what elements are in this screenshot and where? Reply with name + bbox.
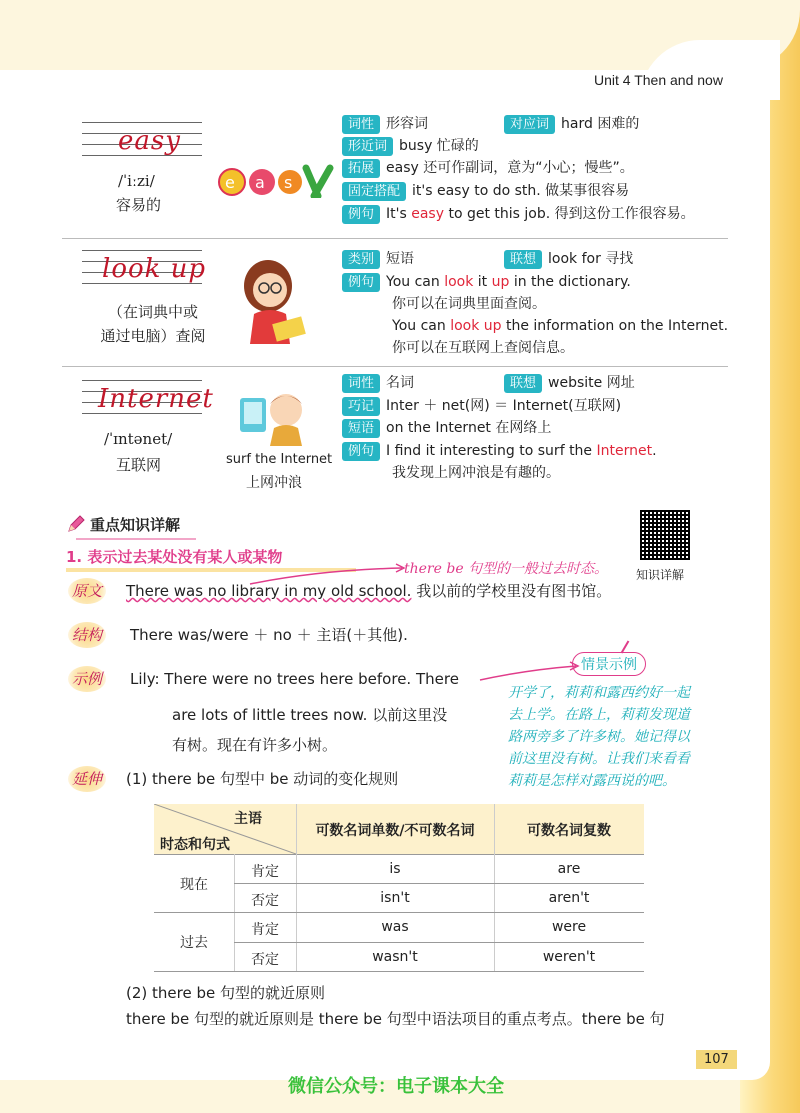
word-meaning: 互联网 bbox=[116, 456, 162, 474]
point-title: 1. 表示过去某处没有某人或某物 bbox=[66, 548, 283, 566]
row-label-past: 过去 bbox=[180, 935, 208, 951]
table-cell: is bbox=[389, 861, 401, 877]
highlight-word: easy bbox=[411, 206, 445, 222]
info-line bbox=[342, 373, 414, 393]
divider bbox=[62, 238, 728, 239]
section-title: 重点知识详解 bbox=[90, 516, 181, 534]
info-text: easy 还可作副词，意为“小心；慢些”。 bbox=[386, 160, 634, 176]
info-text: busy 忙碌的 bbox=[399, 138, 479, 154]
picture-caption: 上网冲浪 bbox=[246, 475, 302, 491]
table-line bbox=[154, 854, 644, 855]
tag: 拓展 bbox=[342, 159, 380, 178]
tag: 词性 bbox=[342, 115, 380, 134]
info-line bbox=[342, 181, 629, 201]
svg-text:e: e bbox=[225, 173, 235, 192]
svg-text:a: a bbox=[255, 173, 265, 192]
highlight-word: look up bbox=[450, 318, 502, 334]
tag: 短语 bbox=[342, 419, 380, 438]
header-tense: 时态和句式 bbox=[160, 837, 230, 853]
scene-title: 情景示例 bbox=[581, 657, 637, 673]
svg-text:s: s bbox=[284, 173, 293, 192]
info-text: . bbox=[652, 443, 657, 459]
info-line bbox=[342, 272, 631, 292]
row-neg: 否定 bbox=[251, 952, 279, 968]
tag: 固定搭配 bbox=[342, 182, 406, 201]
info-line bbox=[342, 158, 634, 178]
section-underline bbox=[76, 538, 196, 540]
boy-computer-illustration bbox=[236, 388, 312, 448]
highlight-word: look bbox=[444, 274, 474, 290]
scene-note bbox=[508, 682, 690, 792]
table-cell: were bbox=[551, 919, 587, 935]
info-text: It's bbox=[386, 206, 412, 222]
pencil-icon bbox=[66, 514, 86, 534]
label-jiegou: 结构 bbox=[68, 622, 106, 648]
watermark: 微信公众号：电子课本大全 bbox=[288, 1076, 504, 1097]
row-pos: 肯定 bbox=[251, 864, 279, 880]
info-text: look for 寻找 bbox=[548, 251, 634, 267]
example-line: 有树。现在有许多小树。 bbox=[172, 736, 338, 754]
table-cell: are bbox=[557, 861, 581, 877]
info-line bbox=[342, 114, 428, 134]
word-title: easy bbox=[118, 126, 181, 156]
info-line bbox=[392, 316, 728, 336]
info-text: hard 困难的 bbox=[561, 116, 640, 132]
row-neg: 否定 bbox=[251, 893, 279, 909]
word-meaning: （在词典中或 通过电脑）查阅 bbox=[100, 303, 206, 345]
info-line: 我发现上网冲浪是有趣的。 bbox=[392, 465, 560, 481]
info-line bbox=[342, 249, 414, 269]
table-vline bbox=[296, 804, 297, 972]
info-line bbox=[342, 418, 551, 438]
word-title: look up bbox=[102, 254, 207, 284]
tag: 形近词 bbox=[342, 137, 393, 156]
chinese-translation: 我以前的学校里没有图书馆。 bbox=[411, 582, 612, 600]
info-text: You can bbox=[392, 318, 451, 334]
label-yuanwen: 原文 bbox=[68, 578, 106, 604]
table-cell: was bbox=[381, 919, 409, 935]
table-line bbox=[234, 883, 644, 884]
info-text: to get this job. 得到这份工作很容易。 bbox=[444, 206, 695, 222]
info-line bbox=[342, 136, 479, 156]
label-shili: 示例 bbox=[68, 666, 106, 692]
info-text: on the Internet 在网络上 bbox=[386, 420, 552, 436]
table-cell: isn't bbox=[380, 890, 410, 906]
info-text: 名词 bbox=[386, 375, 415, 391]
word-meaning: 容易的 bbox=[116, 196, 162, 214]
example-line: are lots of little trees now. 以前这里没 bbox=[172, 706, 448, 724]
info-text: it's easy to do sth. 做某事很容易 bbox=[412, 183, 630, 199]
info-text: 形容词 bbox=[386, 116, 429, 132]
table-cell: wasn't bbox=[372, 949, 418, 965]
english-sentence: There was no library in my old school. bbox=[126, 582, 412, 600]
highlight-word: Internet bbox=[596, 443, 653, 459]
info-text: 短语 bbox=[386, 251, 415, 267]
header-col1: 可数名词单数/不可数名词 bbox=[315, 823, 475, 839]
divider bbox=[62, 366, 728, 367]
annotation: there be 句型的一般过去时态。 bbox=[404, 561, 609, 577]
tag: 例句 bbox=[342, 205, 380, 224]
qr-label: 知识详解 bbox=[636, 568, 685, 582]
scene-line: 路两旁多了许多树。她记得以 bbox=[508, 729, 690, 745]
tag: 例句 bbox=[342, 273, 380, 292]
info-text: You can bbox=[386, 274, 445, 290]
row-pos: 肯定 bbox=[251, 922, 279, 938]
info-text: Inter ＋ net(网) ＝ Internet(互联网) bbox=[386, 398, 622, 414]
word-phonetic: /ˈɪntənet/ bbox=[104, 430, 173, 448]
structure-text: There was/were ＋ no ＋ 主语(＋其他). bbox=[130, 626, 408, 644]
qr-code-icon[interactable] bbox=[640, 510, 690, 560]
table-line bbox=[234, 942, 644, 943]
table-cell: aren't bbox=[548, 890, 590, 906]
item2-text: there be 句型的就近原则是 there be 句型中语法项目的重点考点。there be 句 bbox=[126, 1010, 665, 1028]
tag: 类别 bbox=[342, 250, 380, 269]
info-line: 你可以在互联网上查阅信息。 bbox=[392, 340, 574, 356]
scene-line: 去上学。在路上，莉莉发现道 bbox=[508, 707, 690, 723]
table-line bbox=[154, 971, 644, 972]
info-text: I find it interesting to surf the bbox=[386, 443, 597, 459]
item2-title: (2) there be 句型的就近原则 bbox=[126, 984, 325, 1002]
be-verb-table bbox=[154, 804, 644, 972]
info-line bbox=[342, 441, 657, 461]
unit-title: Unit 4 Then and now bbox=[594, 72, 723, 88]
word-title: Internet bbox=[98, 384, 214, 414]
easy-letters-illustration bbox=[218, 158, 336, 198]
original-sentence bbox=[126, 580, 611, 602]
info-line bbox=[342, 204, 695, 224]
row-label-present: 现在 bbox=[180, 877, 208, 893]
info-line bbox=[504, 373, 635, 393]
label-yanshen: 延伸 bbox=[68, 766, 106, 792]
info-line: 你可以在词典里面查阅。 bbox=[392, 296, 546, 312]
scene-line: 开学了，莉莉和露西约好一起 bbox=[508, 685, 690, 701]
info-text: website 网址 bbox=[548, 375, 635, 391]
extension-item: (1) there be 句型中 be 动词的变化规则 bbox=[126, 770, 399, 788]
header-subject: 主语 bbox=[234, 811, 262, 827]
tag: 联想 bbox=[504, 374, 542, 393]
info-line bbox=[342, 396, 621, 416]
word-phonetic: /ˈiːzi/ bbox=[118, 172, 155, 190]
info-line bbox=[504, 114, 639, 134]
tag: 例句 bbox=[342, 442, 380, 461]
tag: 联想 bbox=[504, 250, 542, 269]
table-vline bbox=[494, 804, 495, 972]
tag: 对应词 bbox=[504, 115, 555, 134]
info-line bbox=[504, 249, 633, 269]
scene-line: 莉莉是怎样对露西说的吧。 bbox=[508, 773, 676, 789]
page-number: 107 bbox=[696, 1050, 737, 1069]
highlight-word: up bbox=[491, 274, 510, 290]
header-col2: 可数名词复数 bbox=[527, 823, 611, 839]
table-line bbox=[154, 912, 644, 913]
info-text: in the dictionary. bbox=[509, 274, 631, 290]
example-line: Lily: There were no trees here before. There bbox=[130, 670, 459, 688]
tag: 巧记 bbox=[342, 397, 380, 416]
girl-reading-illustration bbox=[236, 258, 310, 346]
info-text: the information on the Internet. bbox=[501, 318, 729, 334]
scene-line: 前这里没有树。让我们来看看 bbox=[508, 751, 690, 767]
info-text: it bbox=[473, 274, 492, 290]
picture-caption: surf the Internet bbox=[226, 452, 333, 467]
tag: 词性 bbox=[342, 374, 380, 393]
scene-title-box bbox=[572, 652, 646, 676]
table-cell: weren't bbox=[542, 949, 596, 965]
